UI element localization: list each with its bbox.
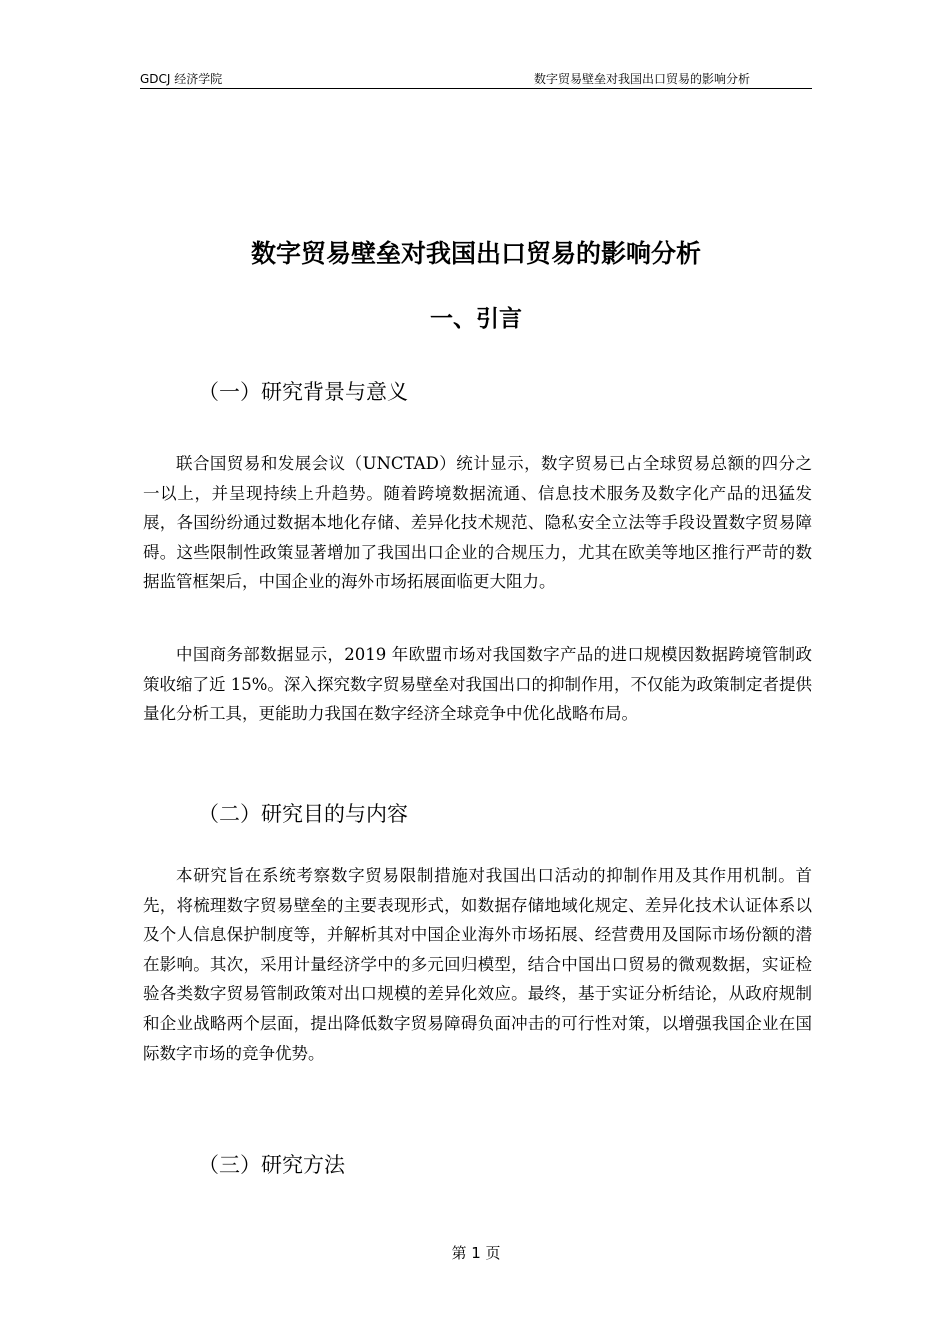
document-title: 数字贸易壁垒对我国出口贸易的影响分析 xyxy=(250,239,701,268)
header-institution: GDCJ 经济学院 xyxy=(140,72,223,86)
page-header xyxy=(140,70,812,89)
paragraph-background-2: 中国商务部数据显示，2019 年欧盟市场对我国数字产品的进口规模因数据跨境管制政策收缩了近 15%。深入探究数字贸易壁垒对我国出口的抑制作用，不仅能为政策制定者提供量化分析工具，更能助力我国在数字经济全球竞争中优化战略布局。 xyxy=(143,645,812,724)
page-number: 第 1 页 xyxy=(451,1244,501,1262)
header-document-title: 数字贸易壁垒对我国出口贸易的影响分析 xyxy=(533,72,750,86)
section-heading-introduction: 一、引言 xyxy=(430,306,522,332)
paragraph-objectives: 本研究旨在系统考察数字贸易限制措施对我国出口活动的抑制作用及其作用机制。首先，将梳理数字贸易壁垒的主要表现形式，如数据存储地域化规定、差异化技术认证体系以及个人信息保护制度等，并解析其对中国企业海外市场拓展、经营费用及国际市场份额的潜在影响。其次，采用计量经济学中的多元回归模型，结合中国出口贸易的微观数据，实证检验各类数字贸易管制政策对出口规模的差异化效应。最终，基于实证分析结论，从政府规制和企业战略两个层面，提出降低数字贸易障碍负面冲击的可行性对策，以增强我国企业在国际数字市场的竞争优势。 xyxy=(143,866,812,1063)
paragraph-background-1: 联合国贸易和发展会议（UNCTAD）统计显示，数字贸易已占全球贸易总额的四分之一以上，并呈现持续上升趋势。随着跨境数据流通、信息技术服务及数字化产品的迅猛发展，各国纷纷通过数据本地化存储、差异化技术规范、隐私安全立法等手段设置数字贸易障碍。这些限制性政策显著增加了我国出口企业的合规压力，尤其在欧美等地区推行严苛的数据监管框架后，中国企业的海外市场拓展面临更大阻力。 xyxy=(143,454,812,592)
subsection-heading-methods: （三）研究方法 xyxy=(198,1153,345,1177)
subsection-heading-background: （一）研究背景与意义 xyxy=(198,380,408,404)
subsection-heading-objectives: （二）研究目的与内容 xyxy=(198,802,408,826)
